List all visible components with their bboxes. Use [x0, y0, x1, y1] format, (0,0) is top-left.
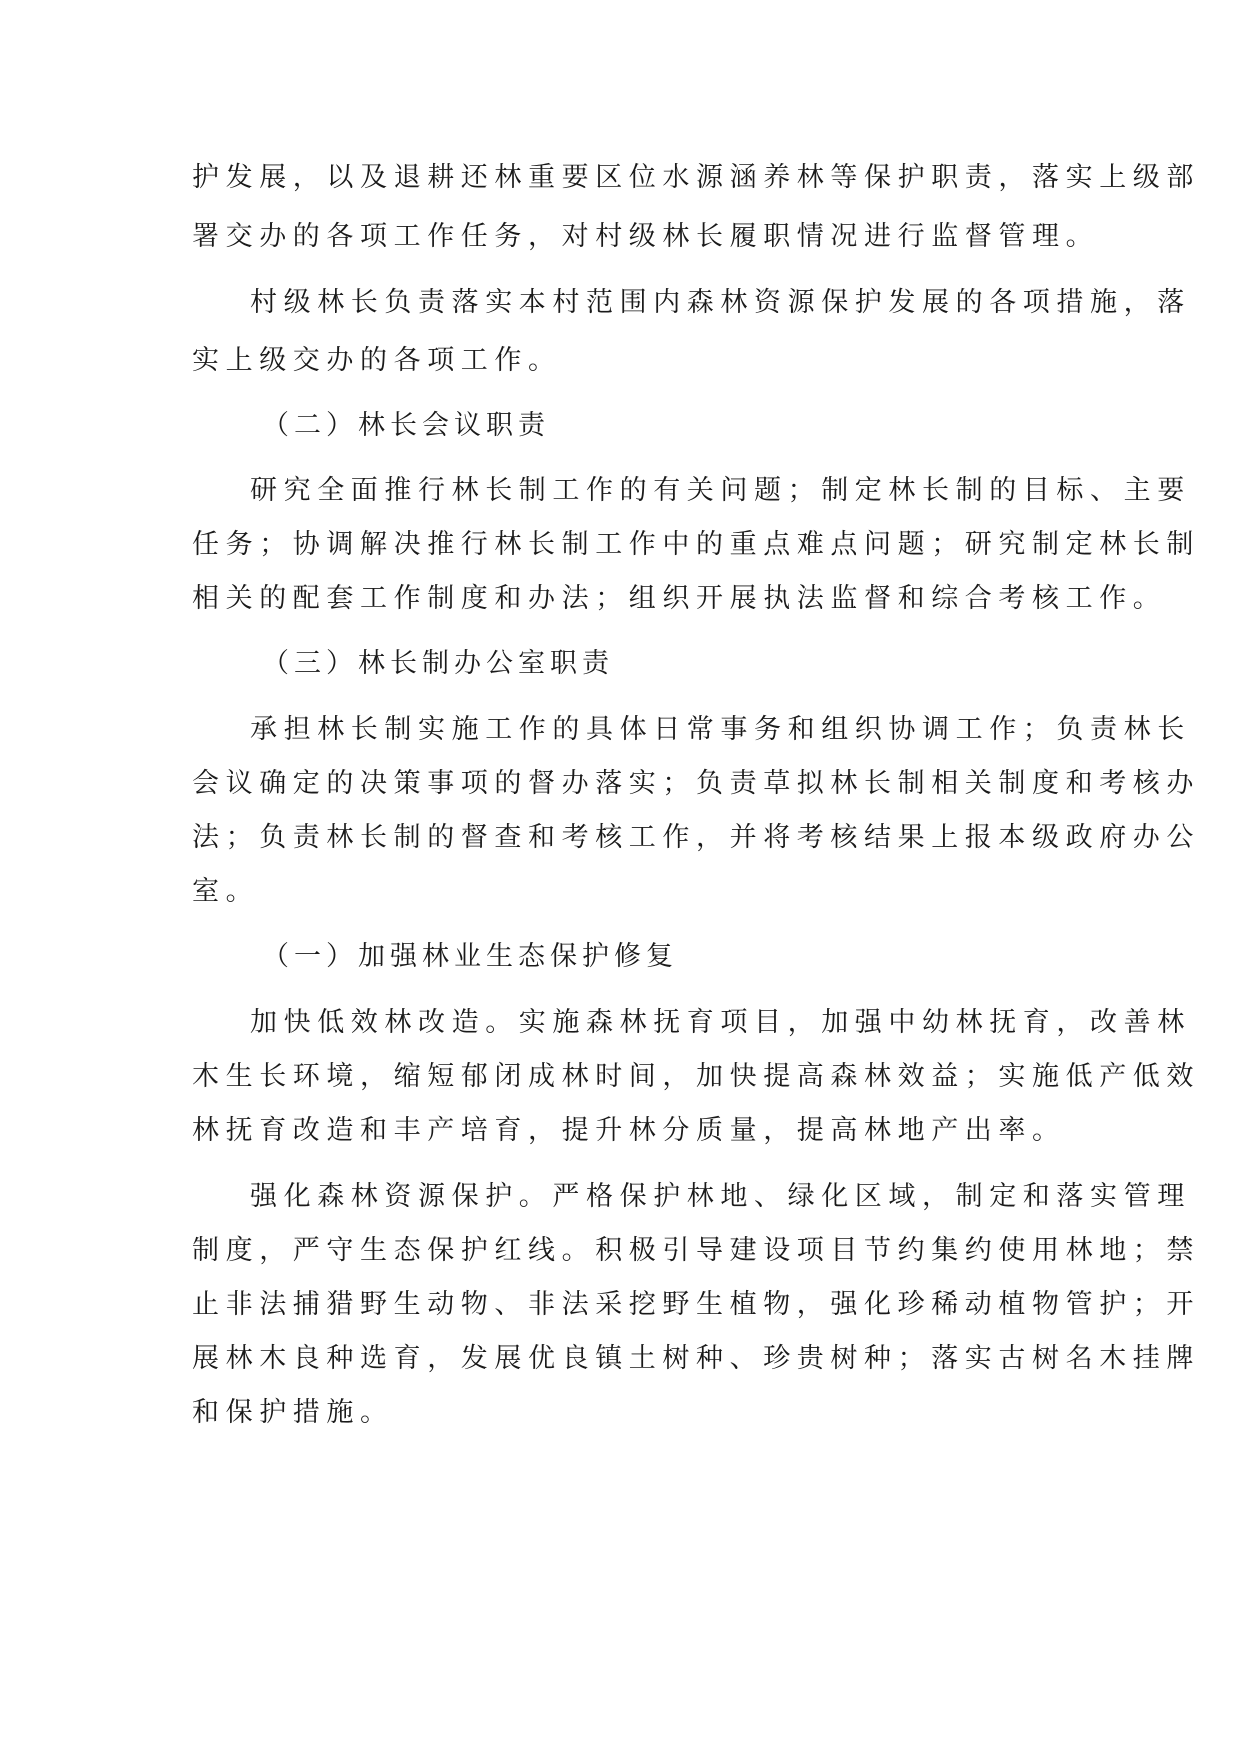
section-heading: （一）加强林业生态保护修复 [262, 941, 678, 972]
text-line: 任务；协调解决推行林长制工作中的重点难点问题；研究制定林长制 [192, 529, 1200, 560]
text-line: 制度，严守生态保护红线。积极引导建设项目节约集约使用林地；禁 [192, 1235, 1200, 1266]
text-line: 止非法捕猎野生动物、非法采挖野生植物，强化珍稀动植物管护；开 [192, 1289, 1200, 1320]
text-line: 展林木良种选育，发展优良镇土树种、珍贵树种；落实古树名木挂牌 [192, 1343, 1200, 1374]
section-heading: （二）林长会议职责 [262, 410, 550, 441]
text-line: 室。 [192, 876, 260, 907]
text-line: 承担林长制实施工作的具体日常事务和组织协调工作；负责林长 [250, 714, 1191, 745]
text-line: 加快低效林改造。实施森林抚育项目，加强中幼林抚育，改善林 [250, 1007, 1191, 1038]
section-heading: （三）林长制办公室职责 [262, 648, 614, 679]
text-line: 村级林长负责落实本村范围内森林资源保护发展的各项措施，落 [250, 287, 1191, 318]
text-line: 实上级交办的各项工作。 [192, 345, 562, 376]
text-line: 法；负责林长制的督查和考核工作，并将考核结果上报本级政府办公 [192, 822, 1200, 853]
text-line: 研究全面推行林长制工作的有关问题；制定林长制的目标、主要 [250, 475, 1191, 506]
text-line: 会议确定的决策事项的督办落实；负责草拟林长制相关制度和考核办 [192, 768, 1200, 799]
text-line: 强化森林资源保护。严格保护林地、绿化区域，制定和落实管理 [250, 1181, 1191, 1212]
text-line: 护发展，以及退耕还林重要区位水源涵养林等保护职责，落实上级部 [192, 162, 1200, 193]
text-line: 林抚育改造和丰产培育，提升林分质量，提高林地产出率。 [192, 1115, 1066, 1146]
text-line: 相关的配套工作制度和办法；组织开展执法监督和综合考核工作。 [192, 583, 1167, 614]
text-line: 木生长环境，缩短郁闭成林时间，加快提高森林效益；实施低产低效 [192, 1061, 1200, 1092]
text-line: 和保护措施。 [192, 1397, 394, 1428]
text-line: 署交办的各项工作任务，对村级林长履职情况进行监督管理。 [192, 221, 1100, 252]
